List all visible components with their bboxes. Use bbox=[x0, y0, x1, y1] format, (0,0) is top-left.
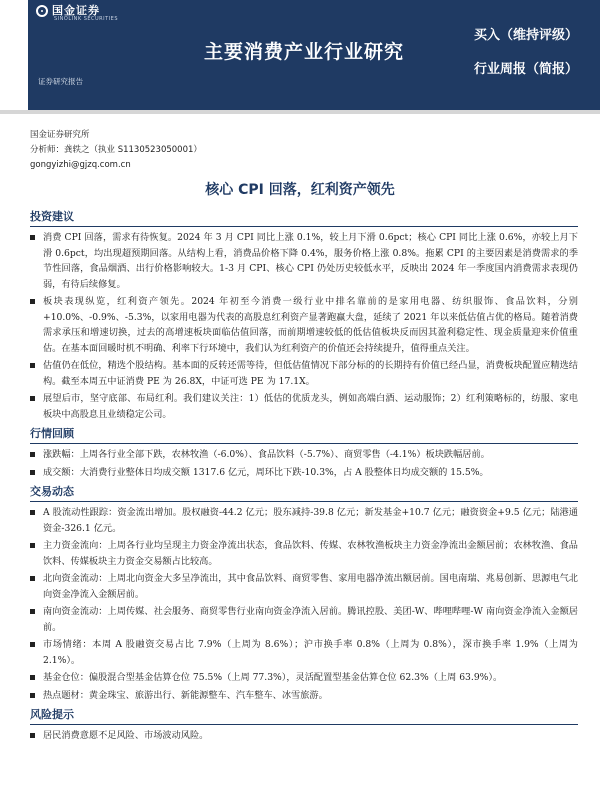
list-item bbox=[30, 294, 578, 356]
bullet-icon bbox=[30, 675, 35, 680]
bullet-icon bbox=[30, 299, 35, 304]
logo-text: 国金证券 bbox=[52, 4, 100, 17]
report-body bbox=[30, 205, 578, 746]
list-item bbox=[30, 571, 578, 602]
analyst-email: gongyizhi@gjzq.com.cn bbox=[30, 160, 131, 170]
bullet-icon bbox=[30, 452, 35, 457]
bullet-icon bbox=[30, 235, 35, 240]
bullet-icon bbox=[30, 642, 35, 647]
bullet-icon bbox=[30, 396, 35, 401]
logo-subtext: SINOLINK SECURITIES bbox=[54, 16, 118, 22]
list-item bbox=[30, 670, 578, 686]
list-item bbox=[30, 604, 578, 635]
bullet-icon bbox=[30, 609, 35, 614]
item-text: 北向资金流动：上周北向资金大多呈净流出，其中食品饮料、商贸零售、家用电器净流出额居前。国电南瑞、兆易创新、思源电气北向资金净流入金额居前。 bbox=[43, 573, 578, 600]
analyst-name: 分析师：龚轶之（执业 S1130523050001） bbox=[30, 145, 202, 155]
bullet-icon bbox=[30, 733, 35, 738]
section-title-risk: 风险提示 bbox=[30, 706, 578, 725]
list-item bbox=[30, 688, 578, 704]
item-text: 热点题材：黄金珠宝、旅游出行、新能源整车、汽车整车、冰雪旅游。 bbox=[43, 689, 328, 701]
item-text: 展望后市，坚守底部、布局红利。我们建议关注：1）低估的优质龙头，例如高端白酒、运动服饰；2）红利策略标的，纺服、家电板块中高股息且业绩稳定公司。 bbox=[43, 393, 578, 420]
list-item bbox=[30, 637, 578, 668]
item-text: 居民消费意愿不足风险、市场波动风险。 bbox=[43, 730, 209, 742]
section-title-flow: 交易动态 bbox=[30, 483, 578, 502]
report-tag: 证券研究报告 bbox=[38, 77, 83, 86]
item-text: 估值仍在低位，精选个股结构。基本面的反转还需等待，但低估值情况下部分标的的长期持有价值已经凸显，消费板块配置应精选结构。截至本周五中证消费 PE 为 26.8X，中证可选 PE 为 17.1X。 bbox=[43, 360, 578, 387]
item-text: 板块表现纵览，红利资产领先。2024 年初至今消费一级行业中排名靠前的是家用电器、纺织服饰、食品饮料，分别+10.0%、-0.9%、-5.3%，以家用电器为代表的高股息红利资产显著跑赢大盘，延续了 2021 年以来低估值占优的格局。随着消费需求承压和增速切换，过去的高增速板块面临估值回落，而前期增速较低的低估值板块反而因其盈利稳定性、现金质量迎来价值重估。在基本面回暖时机不明确、利率下行环境中，我们认为红利资产的价值还会持续提升，值得重点关注。 bbox=[43, 296, 578, 354]
logo-mark-icon bbox=[36, 5, 48, 17]
report-headline: 核心 CPI 回落，红利资产领先 bbox=[205, 182, 395, 198]
report-type-label: 行业周报（简报） bbox=[473, 62, 578, 77]
list-item bbox=[30, 538, 578, 569]
item-text: 成交额：大消费行业整体日均成交额 1317.6 亿元，周环比下跌-10.3%，占 A 股整体日均成交额的 15.5%。 bbox=[43, 466, 489, 478]
item-text: 涨跌幅：上周各行业全部下跌，农林牧渔（-6.0%）、食品饮料（-5.7%）、商贸零售（-4.1%）板块跌幅居前。 bbox=[43, 449, 490, 461]
item-text: 南向资金流动：上周传媒、社会服务、商贸零售行业南向资金净流入居前。腾讯控股、美团-W、哔哩哔哩-W 南向资金净流入金额居前。 bbox=[43, 606, 578, 633]
list-item bbox=[30, 391, 578, 422]
item-text: 消费 CPI 回落，需求有待恢复。2024 年 3 月 CPI 同比上涨 0.1%，较上月下滑 0.6pct；核心 CPI 同比上涨 0.6%，亦较上月下滑 0.6pct，均出现超预期回落。从结构上看，消费品价格下降 0.4%，服务价格上涨 0.8%。拖累 CPI 的主要因素是消费需求的季节性回落，食品烟酒、出行价格影响较大。1-3 月 CPI、核心 CPI 仍处历史较低水平，反映出 2024 年一季度国内消费需求表现仍弱，有待后续修复。 bbox=[43, 232, 578, 290]
analyst-info bbox=[30, 128, 202, 173]
list-item bbox=[30, 230, 578, 292]
divider-strip bbox=[0, 110, 600, 114]
bullet-icon bbox=[30, 576, 35, 581]
list-item bbox=[30, 728, 578, 744]
bullet-icon bbox=[30, 693, 35, 698]
rating-label: 买入（维持评级） bbox=[473, 28, 578, 43]
list-item bbox=[30, 447, 578, 463]
item-text: 主力资金流向：上周各行业均呈现主力资金净流出状态，食品饮料、传媒、农林牧渔板块主力资金净流出金额居前；农林牧渔、食品饮料、传媒板块主力资金交易额占比较高。 bbox=[43, 540, 578, 567]
bullet-icon bbox=[30, 363, 35, 368]
header-banner bbox=[28, 0, 600, 110]
item-text: 市场情绪：本周 A 股融资交易占比 7.9%（上周为 8.6%）；沪市换手率 0.8%（上周为 0.8%），深市换手率 1.9%（上周为 2.1%）。 bbox=[43, 639, 578, 666]
institute-name: 国金证券研究所 bbox=[30, 130, 90, 140]
bullet-icon bbox=[30, 470, 35, 475]
section-title-invest: 投资建议 bbox=[30, 208, 578, 227]
section-title-market: 行情回顾 bbox=[30, 425, 578, 444]
list-item bbox=[30, 465, 578, 481]
bullet-icon bbox=[30, 543, 35, 548]
item-text: A 股流动性跟踪：资金流出增加。股权融资-44.2 亿元；股东减持-39.8 亿元；新发基金+10.7 亿元；融资资金+9.5 亿元；陆港通资金-326.1 亿元。 bbox=[43, 507, 578, 534]
report-series-title: 主要消费产业行业研究 bbox=[204, 41, 405, 63]
bullet-icon bbox=[30, 510, 35, 515]
list-item bbox=[30, 358, 578, 389]
list-item bbox=[30, 505, 578, 536]
item-text: 基金仓位：偏股混合型基金估算仓位 75.5%（上周 77.3%），灵活配置型基金估算仓位 62.3%（上周 63.9%）。 bbox=[43, 672, 503, 684]
